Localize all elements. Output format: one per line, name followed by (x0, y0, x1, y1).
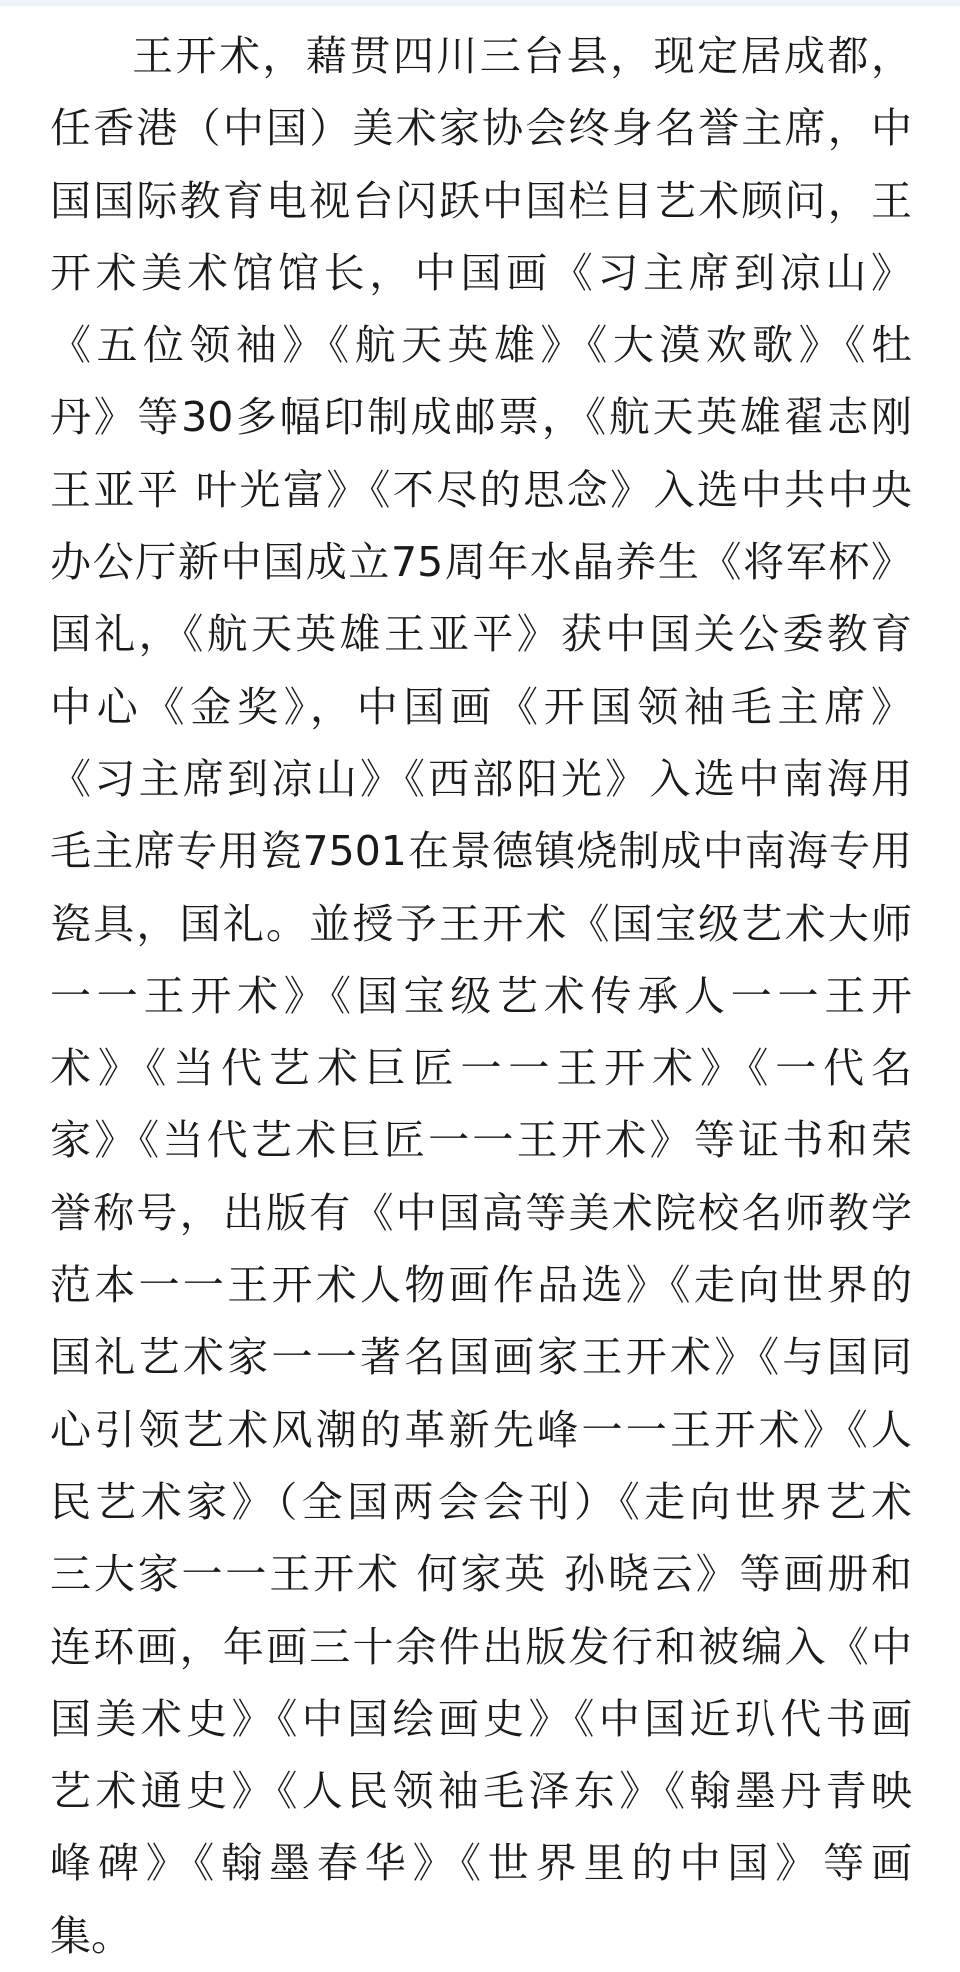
text-line: 一一王开术》《国宝级艺术传承人一一王开 (50, 971, 912, 1020)
top-strip (0, 0, 960, 6)
text-line: 连环画，年画三十余件出版发行和被编入《中 (50, 1622, 912, 1671)
text-line: 开术美术馆馆长，中国画《习主席到凉山》 (50, 248, 912, 297)
text-line: 国礼，《航天英雄王亚平》获中国关公委教育 (50, 610, 912, 659)
text-line: 王亚平 叶光富》《不尽的思念》入选中共中央 (50, 465, 912, 514)
text-line: 国国际教育电视台闪跃中国栏目艺术顾问，王 (50, 176, 912, 225)
text-line: 《五位领袖》《航天英雄》《大漠欢歌》《牡 (50, 321, 912, 370)
text-line: 国礼艺术家一一著名国画家王开术》《与国同 (50, 1333, 912, 1382)
text-line: 丹》等30多幅印制成邮票，《航天英雄翟志刚 (50, 393, 912, 442)
text-line: 心引领艺术风潮的革新先峰一一王开术》《人 (50, 1405, 912, 1454)
text-line: 集。 (50, 1911, 132, 1960)
article-body (50, 20, 912, 1972)
text-line: 任香港（中国）美术家协会终身名誉主席，中 (50, 104, 912, 153)
text-line: 誉称号，出版有《中国高等美术院校名师教学 (50, 1188, 912, 1237)
text-line: 《习主席到凉山》《西部阳光》入选中南海用 (50, 754, 912, 803)
text-line: 民艺术家》（全国两会会刊）《走向世界艺术 (50, 1477, 912, 1526)
text-line: 瓷具，国礼。並授予王开术《国宝级艺术大师 (50, 899, 912, 948)
text-line: 国美术史》《中国绘画史》《中国近玐代书画 (50, 1694, 912, 1743)
text-line: 中心《金奖》，中国画《开国领袖毛主席》 (50, 682, 912, 731)
text-line: 办公厅新中国成立75周年水晶养生《将军杯》 (50, 538, 912, 587)
text-line: 毛主席专用瓷7501在景德镇烧制成中南海专用 (50, 827, 912, 876)
text-line: 家》《当代艺术巨匠一一王开术》等证书和荣 (50, 1116, 912, 1165)
text-line: 峰碑》《翰墨春华》《世界里的中国》等画 (50, 1839, 912, 1888)
text-line: 艺术通史》《人民领袖毛泽东》《翰墨丹青映 (50, 1767, 912, 1816)
text-line: 术》《当代艺术巨匠一一王开术》《一代名 (50, 1044, 912, 1093)
text-line: 范本一一王开术人物画作品选》《走向世界的 (50, 1261, 912, 1310)
text-line: 王开术，藉贯四川三台县，现定居成都， (132, 32, 912, 80)
text-line: 三大家一一王开术 何家英 孙晓云》等画册和 (50, 1550, 912, 1599)
